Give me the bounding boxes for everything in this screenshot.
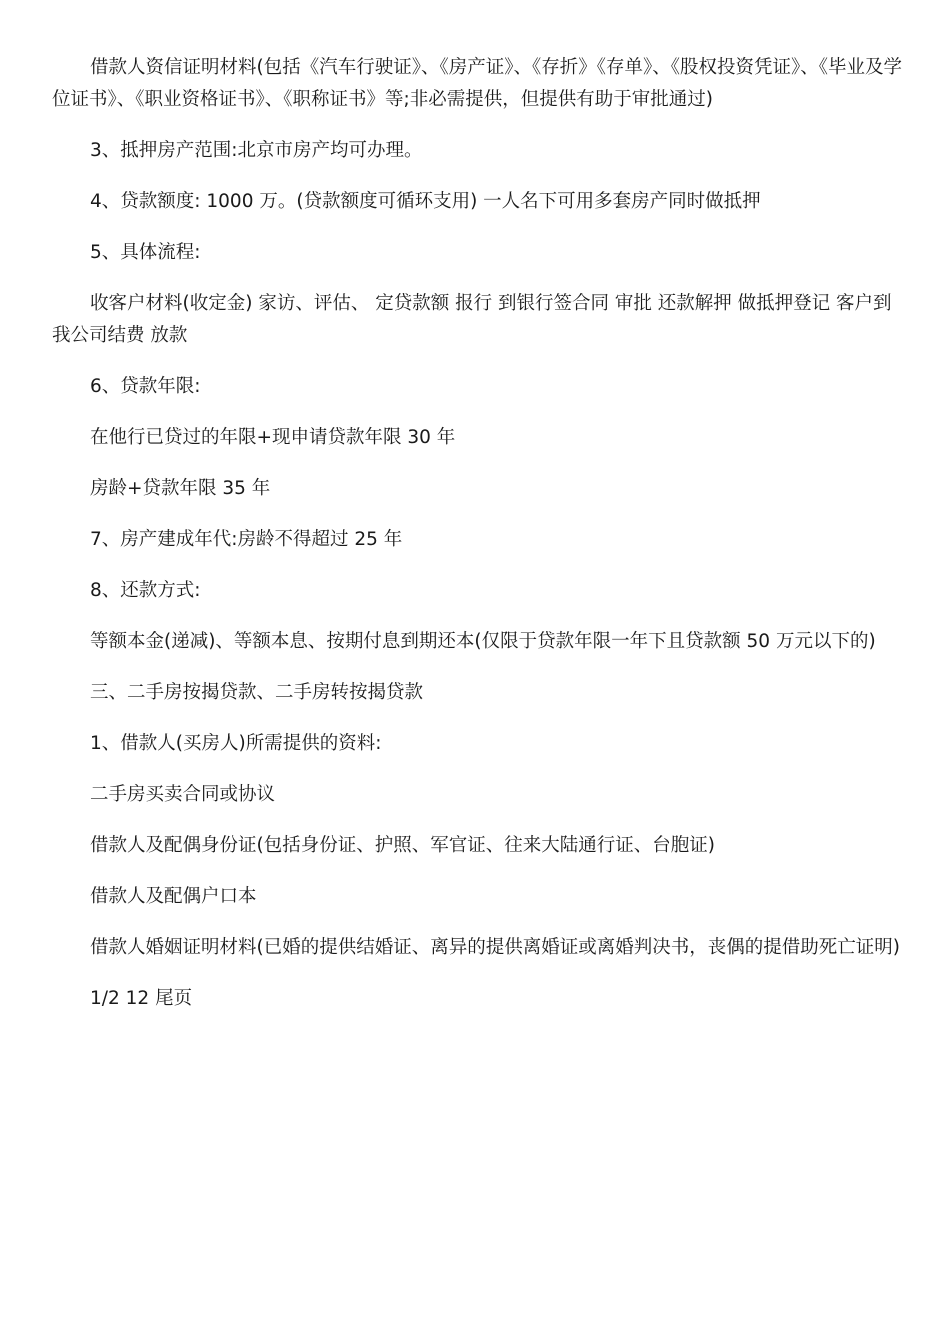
paragraph-build-year: 7、房产建成年代:房龄不得超过 25 年 [90,529,403,550]
paragraph-household-register: 借款人及配偶户口本 [90,886,257,907]
paragraph-term-house-age: 房龄+贷款年限 35 年 [90,478,271,499]
page-footer-pagination: 1/2 12 尾页 [90,988,193,1009]
paragraph-process-steps: 收客户材料(收定金) 家访、评估、 定贷款额 报行 到银行签合同 审批 还款解押 做抵押登记 客户到我公司结费 放款 [52,293,892,346]
section-heading-secondhand-mortgage: 三、二手房按揭贷款、二手房转按揭贷款 [90,682,424,703]
document-body [52,52,902,1034]
paragraph-borrower-materials-heading: 1、借款人(买房人)所需提供的资料: [90,733,382,754]
paragraph-id-documents: 借款人及配偶身份证(包括身份证、护照、军官证、往来大陆通行证、台胞证) [90,835,715,856]
paragraph-repayment-heading: 8、还款方式: [90,580,201,601]
paragraph-term-other-bank: 在他行已贷过的年限+现申请贷款年限 30 年 [90,427,456,448]
paragraph-term-heading: 6、贷款年限: [90,376,201,397]
paragraph-mortgage-scope: 3、抵押房产范围:北京市房产均可办理。 [90,140,423,161]
paragraph-sale-contract: 二手房买卖合同或协议 [90,784,276,805]
paragraph-process-heading: 5、具体流程: [90,242,201,263]
paragraph-marriage-proof: 借款人婚姻证明材料(已婚的提供结婚证、离异的提供离婚证或离婚判决书，丧偶的提借助死亡证明) [90,937,900,958]
paragraph-credit-materials: 借款人资信证明材料(包括《汽车行驶证》、《房产证》、《存折》《存单》、《股权投资凭证》、《毕业及学位证书》、《职业资格证书》、《职称证书》等;非必需提供，但提供有助于审批通过) [52,57,902,110]
paragraph-repayment-methods: 等额本金(递减)、等额本息、按期付息到期还本(仅限于贷款年限一年下且贷款额 50 万元以下的) [90,631,876,652]
paragraph-loan-amount: 4、贷款额度: 1000 万。(贷款额度可循环支用) 一人名下可用多套房产同时做抵押 [90,191,761,212]
